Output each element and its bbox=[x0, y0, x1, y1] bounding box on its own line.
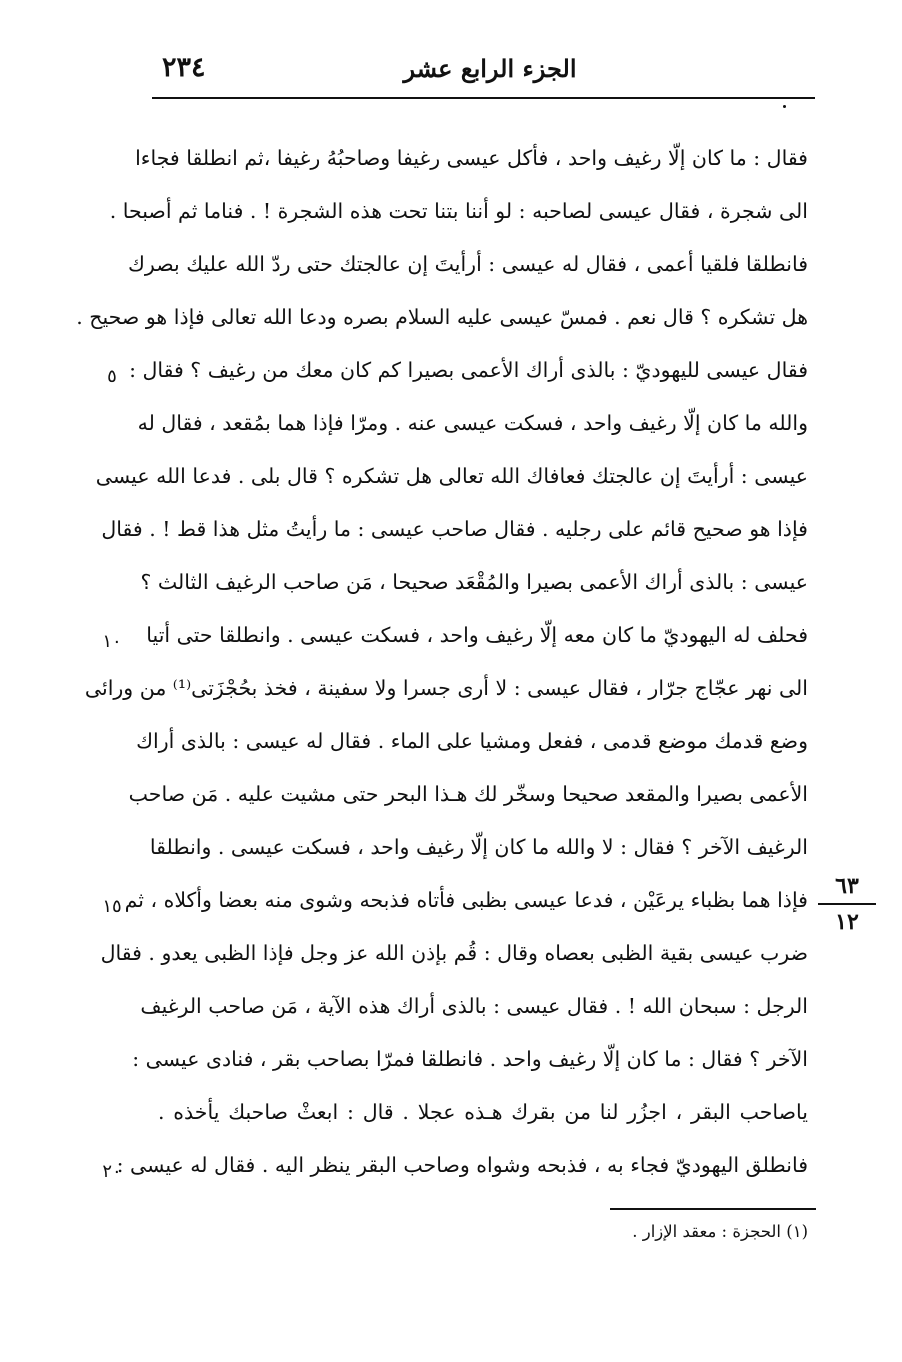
margin-reference-denominator: ١٢ bbox=[835, 909, 859, 935]
line-number-5: ٥ bbox=[107, 366, 117, 387]
text-line-6: والله ما كان إلّا رغيف واحد ، فسكت عيسى عنه . ومرّا فإذا هما بمُقعد ، فقال له bbox=[137, 411, 808, 435]
text-line-4: هل تشكره ؟ قال نعم . فمسّ عيسى عليه السلام بصره ودعا الله تعالى فإذا هو صحيح . bbox=[76, 305, 808, 329]
margin-reference-bar bbox=[818, 903, 876, 905]
text-line-17: الرجل : سبحان الله ! . فقال عيسى : بالذى أراك هذه الآية ، مَن صاحب الرغيف bbox=[140, 994, 808, 1018]
margin-reference bbox=[818, 872, 876, 936]
text-line-18: الآخر ؟ فقال : ما كان إلّا رغيف واحد . فانطلقا فمرّا بصاحب بقر ، فنادى عيسى : bbox=[132, 1047, 808, 1071]
text-line-7: عيسى : أرأيتَ إن عالجتك فعافاك الله تعالى هل تشكره ؟ قال بلى . فدعا الله عيسى bbox=[95, 464, 808, 488]
text-line-20: فانطلق اليهوديّ فجاء به ، فذبحه وشواه وصاحب البقر ينظر اليه . فقال له عيسى : bbox=[116, 1153, 808, 1177]
text-line-9: عيسى : بالذى أراك الأعمى بصيرا والمُقْعَد صحيحا ، مَن صاحب الرغيف الثالث ؟ bbox=[140, 570, 808, 594]
text-line-8: فإذا هو صحيح قائم على رجليه . فقال صاحب عيسى : ما رأيتُ مثل هذا قط ! . فقال bbox=[101, 517, 808, 541]
running-title: الجزء الرابع عشر bbox=[403, 54, 577, 83]
line-number-10: ١٠ bbox=[102, 631, 122, 652]
header-rule bbox=[152, 97, 815, 99]
page-number: ٢٣٤ bbox=[162, 52, 206, 83]
text-line-11: الى نهر عجّاج جرّار ، فقال عيسى : لا أرى جسرا ولا سفينة ، فخذ بحُجْزَتى⁽¹⁾ من ورائى bbox=[84, 676, 808, 700]
text-line-13: الأعمى بصيرا والمقعد صحيحا وسخّر لك هـذا البحر حتى مشيت عليه . مَن صاحب bbox=[128, 782, 808, 806]
line-number-15: ١٥ bbox=[102, 896, 122, 917]
text-line-12: وضع قدمك موضع قدمى ، ففعل ومشيا على الماء . فقال له عيسى : بالذى أراك bbox=[136, 729, 808, 753]
header-dot bbox=[783, 105, 786, 108]
text-line-15: فإذا هما بظباء يرعَيْن ، فدعا عيسى بظبى فأتاه فذبحه وشوى منه بعضا وأكلاه ، ثم bbox=[124, 888, 808, 912]
text-line-2: الى شجرة ، فقال عيسى لصاحبه : لو أننا بتنا تحت هذه الشجرة ! . فناما ثم أصبحا . bbox=[109, 199, 808, 223]
text-line-3: فانطلقا فلقيا أعمى ، فقال له عيسى : أرأيتَ إن عالجتك حتى ردّ الله عليك بصرك bbox=[128, 252, 808, 276]
text-line-1: فقال : ما كان إلّا رغيف واحد ، فأكل عيسى رغيفا وصاحبُهُ رغيفا ،ثم انطلقا فجاءا bbox=[135, 146, 808, 170]
text-line-16: ضرب عيسى بقية الظبى بعصاه وقال : قُم بإذن الله عز وجل فإذا الظبى يعدو . فقال bbox=[100, 941, 808, 965]
footnote-rule bbox=[610, 1208, 816, 1210]
margin-reference-numerator: ٦٣ bbox=[835, 873, 859, 899]
text-line-10: فحلف له اليهوديّ ما كان معه إلّا رغيف واحد ، فسكت عيسى . وانطلقا حتى أتيا bbox=[146, 623, 808, 647]
footnote: (١) الحجزة : معقد الإزار . bbox=[632, 1222, 808, 1241]
text-line-19: ياصاحب البقر ، اجزُر لنا من بقرك هـذه عجلا . قال : ابعثْ صاحبك يأخذه . bbox=[158, 1100, 808, 1124]
text-line-5: فقال عيسى لليهوديّ : بالذى أراك الأعمى بصيرا كم كان معك من رغيف ؟ فقال : bbox=[129, 358, 808, 382]
line-number-20: ٢٠ bbox=[102, 1161, 122, 1182]
text-line-14: الرغيف الآخر ؟ فقال : لا والله ما كان إلّا رغيف واحد ، فسكت عيسى . وانطلقا bbox=[149, 835, 808, 859]
